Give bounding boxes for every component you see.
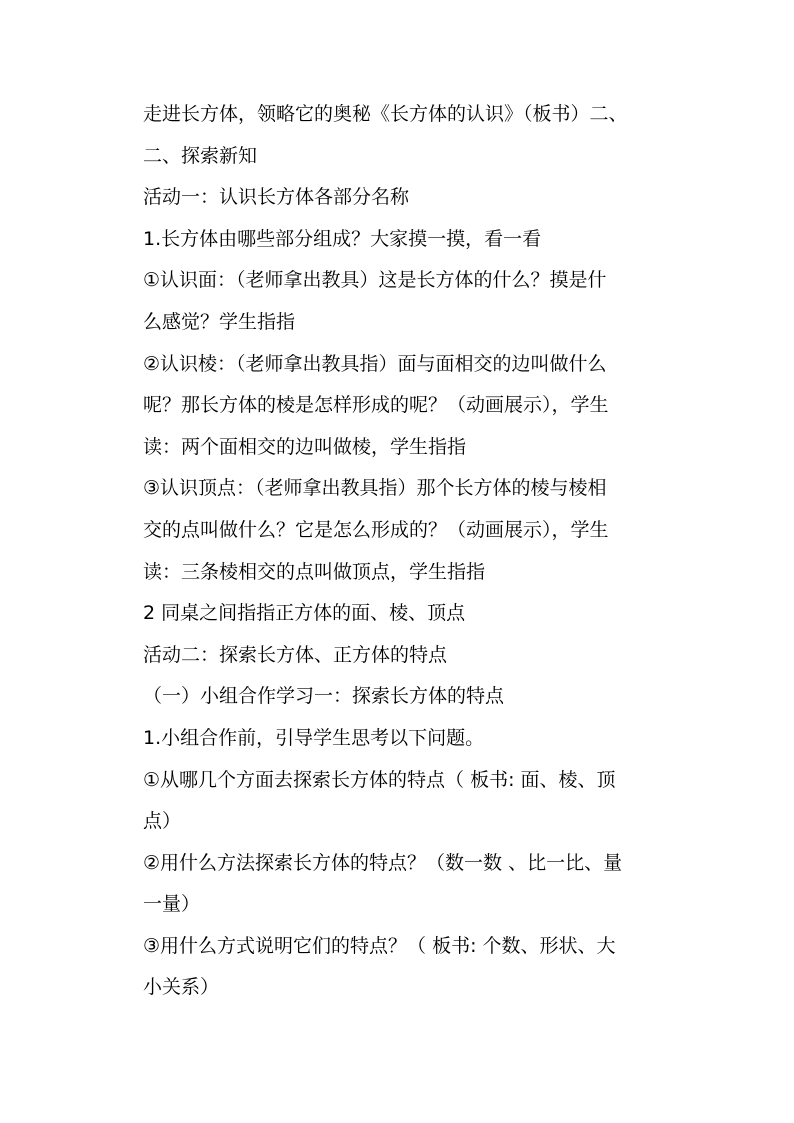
text-line: 2 同桌之间指指正方体的面、棱、顶点 xyxy=(143,602,466,625)
activity-heading: 活动一：认识长方体各部分名称 xyxy=(143,186,410,209)
text-line: 走进长方体，领略它的奥秘《长方体的认识》（板书）二、 xyxy=(143,103,628,125)
text-line: ②用什么方法探索长方体的特点？（数一数 、比一比、量 xyxy=(143,851,623,874)
text-line: ②认识棱：（老师拿出教具指）面与面相交的边叫做什么 xyxy=(143,352,607,375)
document-page xyxy=(143,94,688,1009)
subsection-heading: （一）小组合作学习一：探索长方体的特点 xyxy=(143,685,505,708)
activity-heading: 活动二：探索长方体、正方体的特点 xyxy=(143,643,448,666)
text-line: 么感觉？学生指指 xyxy=(143,310,296,333)
text-line: ①认识面：（老师拿出教具）这是长方体的什么？摸是什 xyxy=(143,269,607,292)
text-line: 交的点叫做什么？它是怎么形成的？（动画展示），学生 xyxy=(143,518,609,541)
text-line: 读：两个面相交的边叫做棱，学生指指 xyxy=(143,435,467,458)
text-line: 点） xyxy=(143,810,182,833)
text-line: 呢？那长方体的棱是怎样形成的呢？（动画展示），学生 xyxy=(143,394,609,417)
text-line: 读：三条棱相交的点叫做顶点，学生指指 xyxy=(143,560,486,583)
text-line: ①从哪几个方面去探索长方体的特点（ 板书: 面、棱、顶 xyxy=(143,768,616,791)
text-line: 1.长方体由哪些部分组成？大家摸一摸，看一看 xyxy=(143,227,542,250)
section-heading: 二、探索新知 xyxy=(143,144,258,167)
text-line: 一量） xyxy=(143,893,201,916)
text-line: 1.小组合作前，引导学生思考以下问题。 xyxy=(143,726,485,749)
text-line: 小关系） xyxy=(143,976,220,999)
text-line: ③用什么方式说明它们的特点？（ 板书: 个数、形状、大 xyxy=(143,934,616,957)
text-line: ③认识顶点：（老师拿出教具指）那个长方体的棱与棱相 xyxy=(143,477,607,500)
